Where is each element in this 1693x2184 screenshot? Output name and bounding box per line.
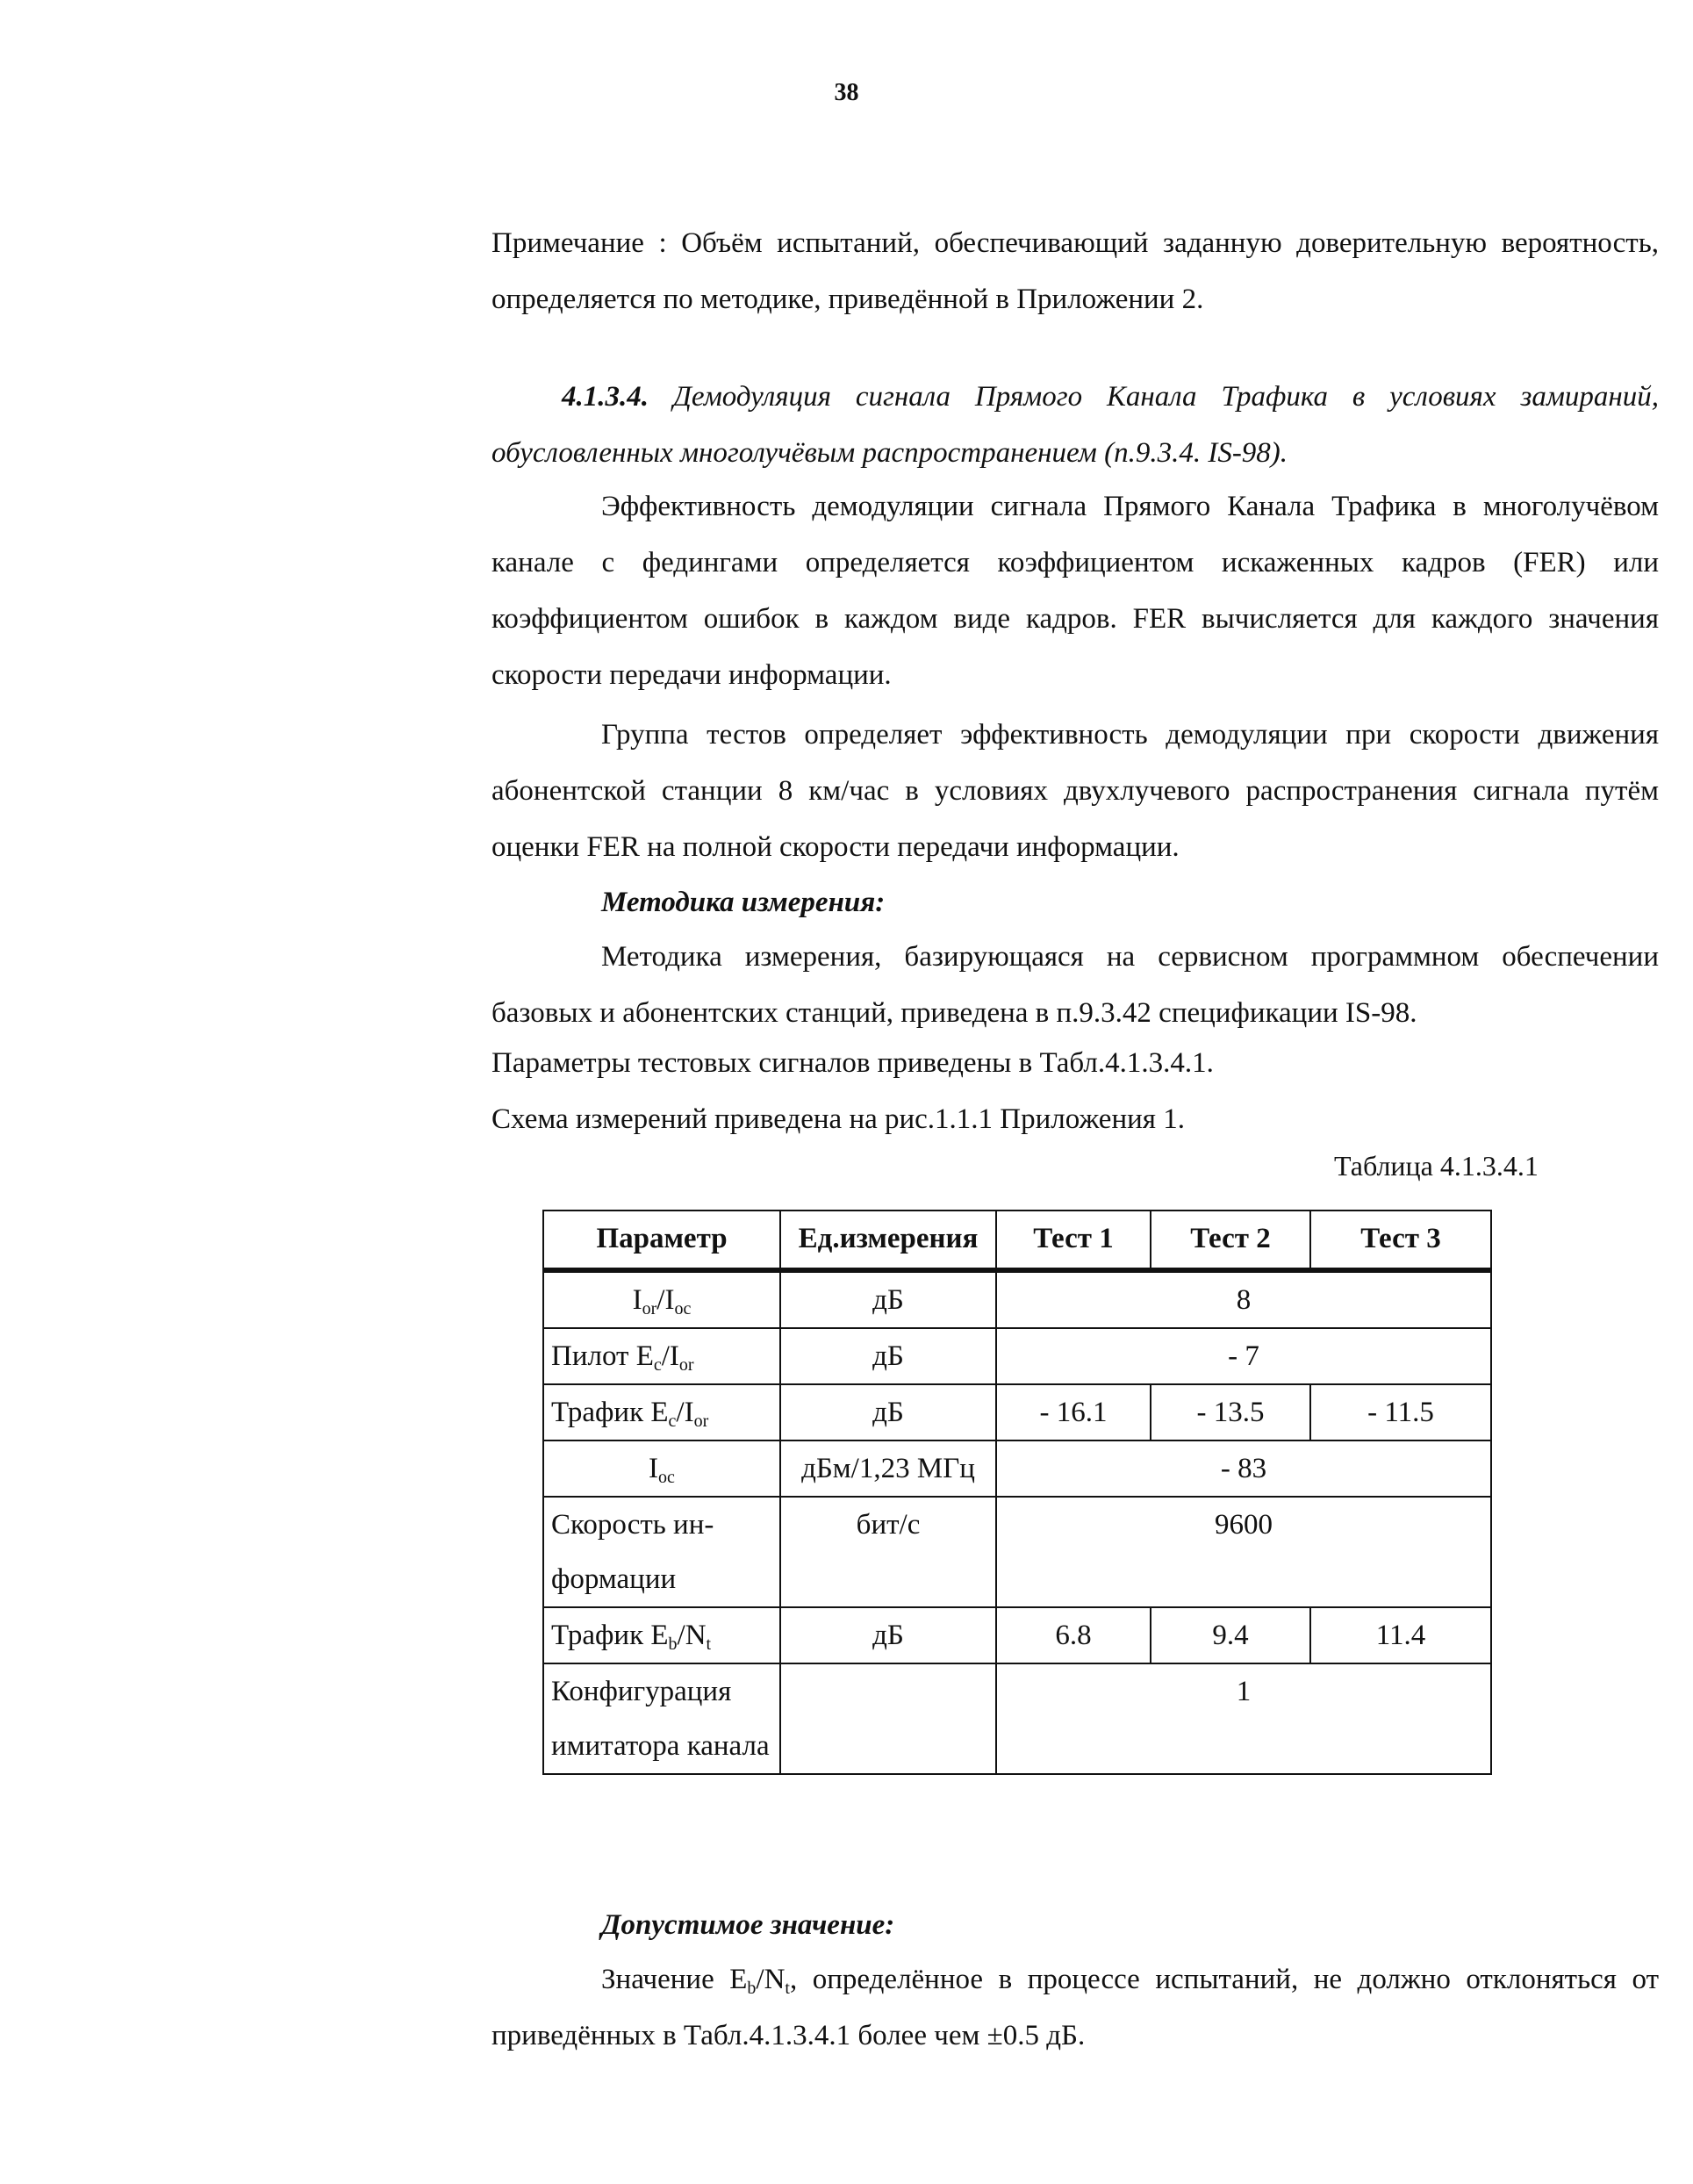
section-title: Демодуляция сигнала Прямого Канала Трафика в условиях замираний, обусловленных многолучёвым распространением (п.9.3.4. IS-98). [491, 381, 1660, 469]
param-cell: $I_{or}/I_{oc}$ [543, 1270, 780, 1328]
test-1-cell: 6.8 [996, 1607, 1151, 1663]
allowed-paragraph: Значение $E_b/N_t$, определённое в процессе испытаний, не должно отклоняться от приведённых в Табл.4.1.3.4.1 более чем ±0.5 дБ. [491, 1964, 1659, 2051]
table-row [543, 1270, 1491, 1328]
table-row [543, 1384, 1491, 1440]
param-cell: Конфигурация имитатора канала [543, 1663, 780, 1774]
unit-cell: дБ [780, 1270, 996, 1328]
note-paragraph: Примечание : Объём испытаний, обеспечивающий заданную доверительную вероятность, определяется по методике, приведённой в Приложении 2. [491, 227, 1659, 315]
method-heading: Методика измерения: [601, 887, 886, 918]
header-param: Параметр [543, 1211, 780, 1270]
test-3-cell: - 11.5 [1310, 1384, 1491, 1440]
header-test-1: Тест 1 [996, 1211, 1151, 1270]
test-1-cell: - 16.1 [996, 1384, 1151, 1440]
method-paragraph: Методика измерения, базирующаяся на сервисном программном обеспечении базовых и абонентских станций, приведена в п.9.3.42 спецификации IS-98. [491, 941, 1659, 1029]
paragraph-2: Группа тестов определяет эффективность демодуляции при скорости движения абонентской станции 8 км/час в условиях двухлучевого распространения сигнала путём оценки FER на полной скорости передачи информации. [491, 719, 1659, 863]
test-2-cell: 9.4 [1151, 1607, 1310, 1663]
section-number: 4.1.3.4. [562, 381, 649, 413]
table-row [543, 1497, 1491, 1607]
allowed-heading: Допустимое значение: [601, 1909, 895, 1941]
table-caption: Таблица 4.1.3.4.1 [1334, 1150, 1539, 1182]
value-cell: - 83 [996, 1440, 1491, 1497]
table-row [543, 1440, 1491, 1497]
param-cell: Пилот $E_c/I_{or}$ [543, 1328, 780, 1384]
table-row [543, 1607, 1491, 1663]
parameters-table [542, 1210, 1492, 1775]
table-row [543, 1328, 1491, 1384]
param-cell: Скорость ин-формации [543, 1497, 780, 1607]
unit-cell: дБ [780, 1328, 996, 1384]
param-cell: Трафик $E_b/N_t$ [543, 1607, 780, 1663]
paragraph-1: Эффективность демодуляции сигнала Прямого Канала Трафика в многолучёвом канале с федингами определяется коэффициентом искаженных кадров (FER) или коэффициентом ошибок в каждом виде кадров. FER вычисляется для каждого значения скорости передачи информации. [491, 491, 1659, 691]
param-cell: Трафик $E_c/I_{or}$ [543, 1384, 780, 1440]
unit-cell: дБм/1,23 МГц [780, 1440, 996, 1497]
header-unit: Ед.измерения [780, 1211, 996, 1270]
section-heading [491, 369, 1659, 481]
header-test-3: Тест 3 [1310, 1211, 1491, 1270]
table-row [543, 1663, 1491, 1774]
table-header-row [543, 1211, 1491, 1270]
test-2-cell: - 13.5 [1151, 1384, 1310, 1440]
unit-cell: дБ [780, 1607, 996, 1663]
test-3-cell: 11.4 [1310, 1607, 1491, 1663]
value-cell: 8 [996, 1270, 1491, 1328]
scheme-line: Схема измерений приведена на рис.1.1.1 Приложения 1. [491, 1103, 1185, 1135]
value-cell: - 7 [996, 1328, 1491, 1384]
value-cell: 9600 [996, 1497, 1491, 1607]
param-cell: $I_{oc}$ [543, 1440, 780, 1497]
unit-cell [780, 1663, 996, 1774]
unit-cell: дБ [780, 1384, 996, 1440]
value-cell: 1 [996, 1663, 1491, 1774]
unit-cell: бит/с [780, 1497, 996, 1607]
header-test-2: Тест 2 [1151, 1211, 1310, 1270]
page-number: 38 [834, 79, 859, 106]
params-line: Параметры тестовых сигналов приведены в Табл.4.1.3.4.1. [491, 1047, 1214, 1079]
